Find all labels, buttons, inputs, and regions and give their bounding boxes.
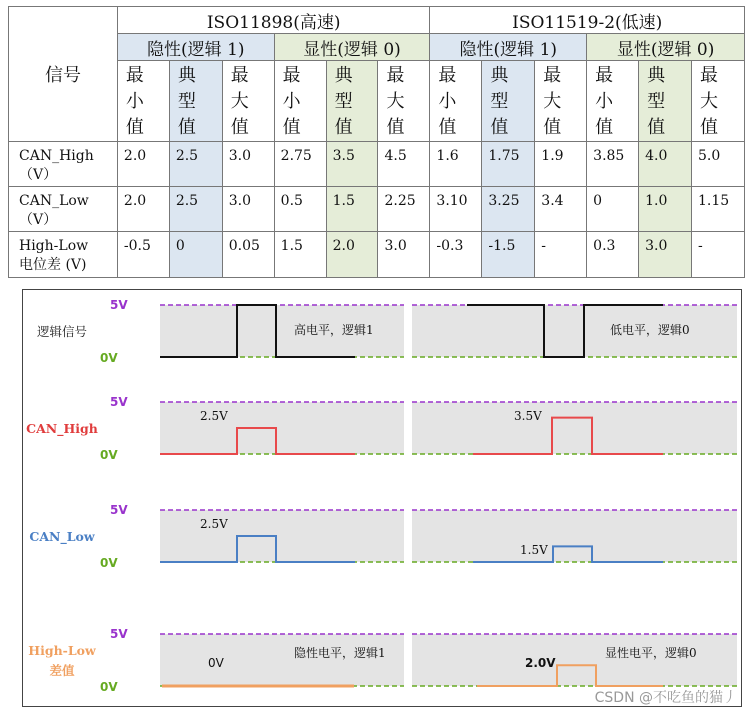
value-cell: 0 [587,187,639,232]
value-cell: 5.0 [692,142,745,187]
level-panel [160,634,404,686]
value-cell: 2.75 [274,142,326,187]
sub-header-char: 典 [647,65,666,86]
value-cell: 1.5 [274,232,326,278]
sub-header-char: 最 [282,65,301,86]
sub-header-cell [692,61,745,142]
value-cell: 2.0 [117,187,169,232]
value-cell: 0.5 [274,187,326,232]
sub-header-char: 大 [386,91,405,112]
sub-header-char: 最 [230,65,249,86]
sub-header-cell [169,61,222,142]
sub-header-char: 小 [438,91,457,112]
value-cell: 3.4 [535,187,587,232]
mode-dominant-hs: 显性(逻辑 0) [274,34,430,61]
sub-header-char: 大 [543,91,562,112]
sub-header-char: 最 [438,65,457,86]
can-level-spec-table [8,6,745,278]
sub-header-cell [222,61,274,142]
axis-5v-label: 5V [110,298,128,312]
row-label-line: （V） [19,167,58,183]
sub-header-cell [535,61,587,142]
table-row [9,142,745,187]
row-label [9,142,118,187]
sub-header-char: 最 [700,65,718,86]
row-label-line: High-Low [19,238,89,254]
value-cell: 3.85 [587,142,639,187]
value-cell: 0.05 [222,232,274,278]
sub-header-char: 最 [386,65,405,86]
sub-header-cell [587,61,639,142]
axis-5v-label: 5V [110,503,128,517]
value-cell: 4.5 [378,142,430,187]
value-cell: 1.75 [482,142,535,187]
level-note: 高电平，逻辑1 [294,323,374,337]
sub-header-char: 典 [490,65,509,86]
signal-level-diagram [22,289,742,707]
level-panel [412,510,737,562]
value-cell: 2.0 [117,142,169,187]
signal-header: 信号 [9,7,118,142]
value-cell: 3.10 [430,187,482,232]
sub-header-row [9,61,745,142]
value-cell: 1.6 [430,142,482,187]
value-cell: 1.0 [639,187,692,232]
value-cell: 0.3 [587,232,639,278]
level-note: 低电平，逻辑0 [610,323,690,337]
voltage-value: 1.5V [520,543,548,557]
sub-header-char: 最 [125,65,144,86]
value-cell: 0 [169,232,222,278]
sub-header-char: 大 [230,91,249,112]
value-cell: - [535,232,587,278]
row-label-line: CAN_Low [19,193,89,209]
axis-0v-label: 0V [100,351,118,365]
sub-header-char: 值 [125,117,144,138]
sub-header-char: 型 [490,91,509,112]
table-row [9,232,745,278]
value-cell: 3.5 [326,142,378,187]
value-cell: -1.5 [482,232,535,278]
row-label [9,187,118,232]
sub-header-char: 型 [647,91,666,112]
sub-header-char: 值 [177,117,196,138]
standard-high-speed: ISO11898(高速) [117,7,430,34]
voltage-value: 2.5V [200,409,228,423]
row-label-line: （V） [19,212,58,228]
sub-header-char: 最 [595,65,614,86]
sub-header-char: 值 [230,117,249,138]
axis-0v-label: 0V [100,556,118,570]
voltage-value: 2.0V [525,656,556,670]
sub-header-char: 典 [177,65,196,86]
level-panel [160,402,404,454]
level-panel [412,634,737,686]
sub-header-cell [326,61,378,142]
sub-header-char: 型 [177,91,196,112]
level-panel [160,510,404,562]
sub-header-char: 典 [334,65,353,86]
mode-recessive-hs: 隐性(逻辑 1) [117,34,274,61]
sub-header-char: 值 [490,117,509,138]
value-cell: 2.5 [169,187,222,232]
row-label-line: CAN_High [19,148,94,164]
voltage-value: 0V [208,656,224,670]
sub-header-char: 值 [282,117,301,138]
signal-label: High-Low [28,643,96,658]
sub-header-cell [482,61,535,142]
sub-header-char: 值 [595,117,614,138]
value-cell: 2.5 [169,142,222,187]
sub-header-char: 值 [438,117,457,138]
mode-recessive-ls: 隐性(逻辑 1) [430,34,587,61]
sub-header-cell [274,61,326,142]
sub-header-cell [639,61,692,142]
value-cell: 3.0 [222,142,274,187]
row-label [9,232,118,278]
sub-header-char: 值 [386,117,405,138]
value-cell: 3.0 [639,232,692,278]
sub-header-char: 最 [543,65,562,86]
mode-dominant-ls: 显性(逻辑 0) [587,34,745,61]
value-cell: -0.5 [117,232,169,278]
watermark: CSDN @不吃鱼的猫丿 [594,690,737,706]
table-row [9,187,745,232]
standard-low-speed: ISO11519-2(低速) [430,7,745,34]
value-cell: 3.0 [222,187,274,232]
sub-header-char: 值 [647,117,666,138]
level-panel [412,402,737,454]
signal-label: 差值 [49,663,75,678]
voltage-value: 3.5V [514,409,542,423]
value-cell: 1.5 [326,187,378,232]
sub-header-char: 值 [543,117,562,138]
sub-header-cell [117,61,169,142]
signal-label: CAN_Low [29,529,95,544]
sub-header-char: 值 [700,117,718,138]
value-cell: 2.0 [326,232,378,278]
value-cell: 3.0 [378,232,430,278]
axis-5v-label: 5V [110,395,128,409]
sub-header-char: 小 [595,91,614,112]
axis-5v-label: 5V [110,627,128,641]
sub-header-cell [430,61,482,142]
value-cell: - [692,232,745,278]
voltage-value: 2.5V [200,517,228,531]
sub-header-char: 大 [700,91,718,112]
sub-header-cell [378,61,430,142]
row-label-line: 电位差 (V) [19,257,87,273]
sub-header-char: 型 [334,91,353,112]
axis-0v-label: 0V [100,680,118,694]
signal-label: 逻辑信号 [36,324,88,339]
value-cell: -0.3 [430,232,482,278]
signal-label: CAN_High [26,421,98,436]
sub-header-char: 值 [334,117,353,138]
value-cell: 4.0 [639,142,692,187]
axis-0v-label: 0V [100,448,118,462]
sub-header-char: 小 [125,91,144,112]
level-note: 显性电平，逻辑0 [605,646,697,660]
value-cell: 3.25 [482,187,535,232]
level-note: 隐性电平，逻辑1 [294,646,386,660]
value-cell: 2.25 [378,187,430,232]
sub-header-char: 小 [282,91,301,112]
value-cell: 1.9 [535,142,587,187]
value-cell: 1.15 [692,187,745,232]
